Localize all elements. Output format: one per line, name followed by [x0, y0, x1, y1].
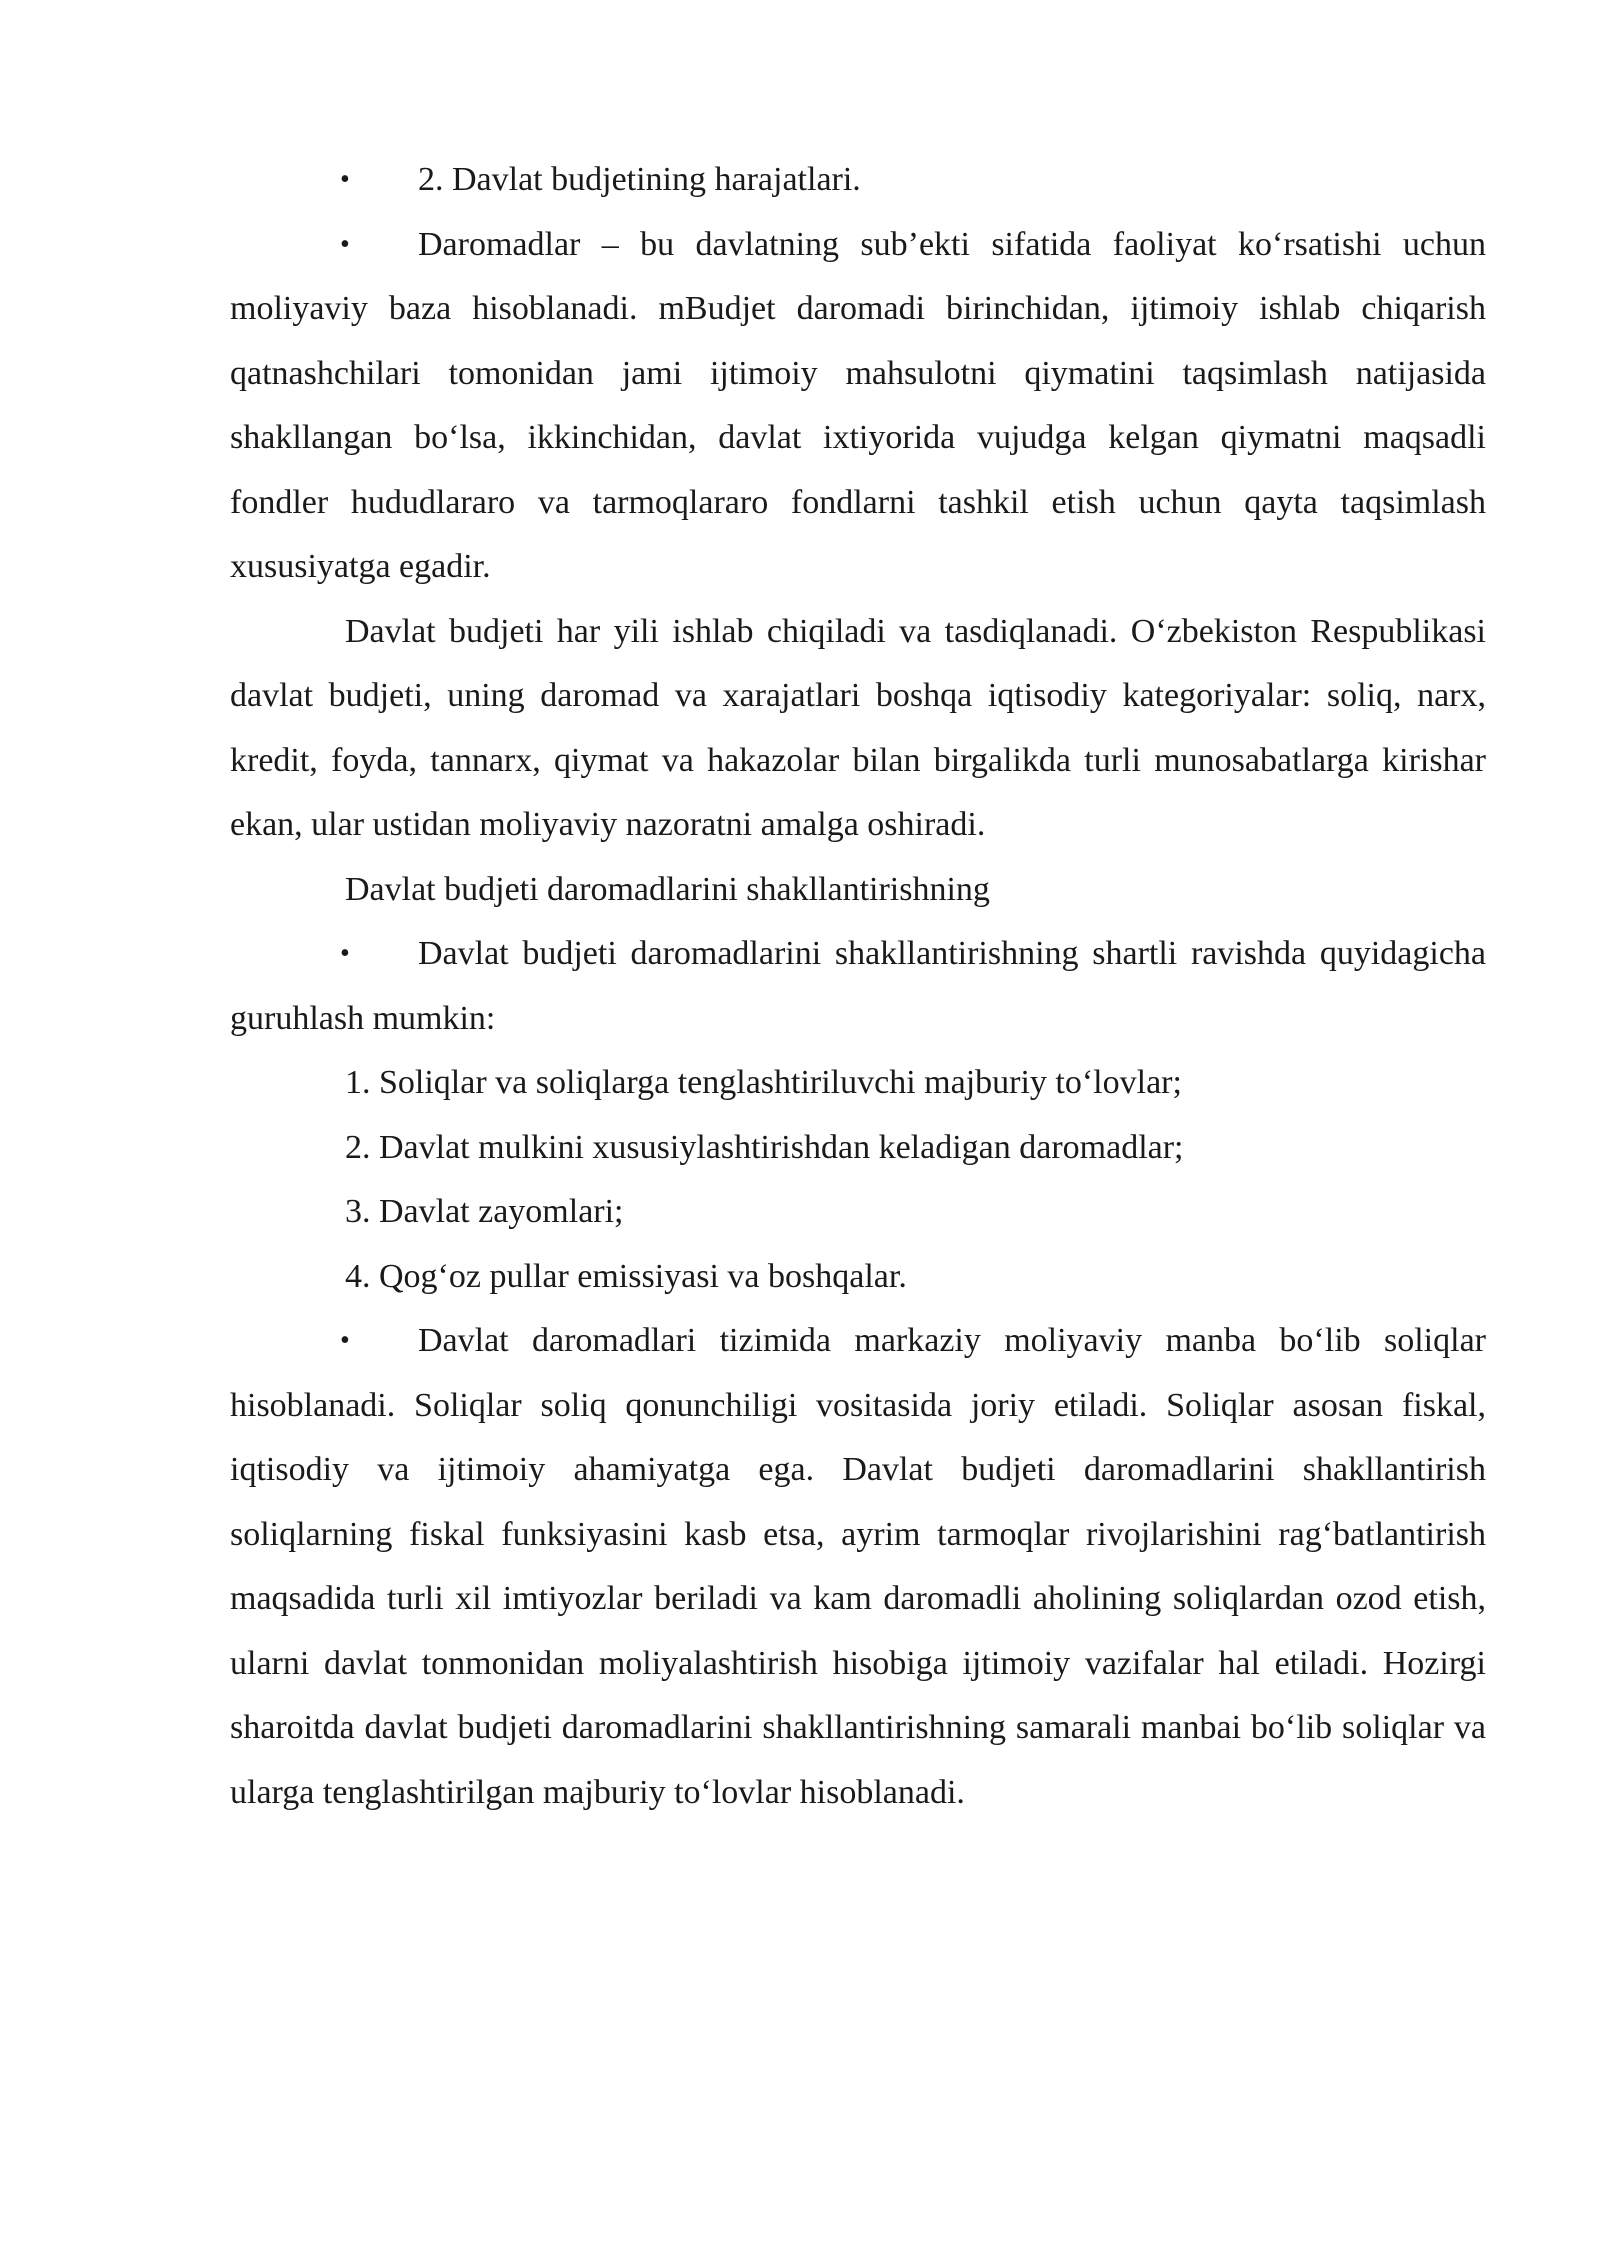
bullet-paragraph — [230, 922, 1486, 1051]
bullet-paragraph — [230, 1309, 1486, 1825]
numbered-list-item: 2. Davlat mulkini xususiylashtirishdan keladigan daromadlar; — [345, 1128, 1184, 1166]
paragraph-text: Davlat daromadlari tizimida markaziy moliyaviy manba bo‘lib soliqlar hisoblanadi. Soliqlar soliq qonunchiligi vositasida joriy etiladi. Soliqlar asosan fiskal, iqtisodiy va ijtimoiy ahamiyatga ega. Davlat budjeti daromadlarini shakllantirish soliqlarning fiskal funksiyasini kasb etsa, ayrim tarmoqlar rivojlarishini rag‘batlantirish maqsadida turli xil imtiyozlar beriladi va kam daromadli aholining soliqlardan ozod etish, ularni davlat tonmonidan moliyalashtirish hisobiga ijtimoiy vazifalar hal etiladi. Hozirgi sharoitda davlat budjeti daromadlarini shakllantirishning samarali manbai bo‘lib soliqlar va ularga tenglashtirilgan majburiy to‘lovlar hisoblanadi. — [230, 1322, 1486, 1811]
numbered-list-item: 3. Davlat zayomlari; — [345, 1193, 624, 1230]
bullet-icon: • — [340, 164, 350, 195]
bullet-paragraph — [230, 148, 1486, 213]
paragraph-text: 2. Davlat budjetining harajatlari. — [418, 161, 861, 198]
numbered-list-item: 4. Qog‘oz pullar emissiyasi va boshqalar. — [345, 1257, 907, 1295]
numbered-list-item: 1. Soliqlar va soliqlarga tenglashtiriluvchi majburiy to‘lovlar; — [345, 1064, 1182, 1101]
body-paragraph: Davlat budjeti har yili ishlab chiqiladi va tasdiqlanadi. O‘zbekiston Respublikasi davlat budjeti, uning daromad va xarajatlari boshqa iqtisodiy kategoriyalar: soliq, narx, kredit, foyda, tannarx, qiymat va hakazolar bilan birgalikda turli munosabatlarga kirishar ekan, ular ustidan moliyaviy nazoratni amalga oshiradi. — [230, 612, 1486, 843]
bullet-icon: • — [340, 1325, 350, 1356]
body-paragraph: Davlat budjeti daromadlarini shakllantirishning — [345, 870, 990, 908]
bullet-paragraph — [230, 213, 1486, 600]
document-body — [230, 148, 1486, 1825]
bullet-icon: • — [340, 228, 350, 260]
paragraph-text: Davlat budjeti daromadlarini shakllantirishning shartli ravishda quyidagicha guruhlash mumkin: — [230, 935, 1486, 1037]
bullet-icon: • — [340, 938, 350, 969]
paragraph-text: Daromadlar – bu davlatning sub’ekti sifatida faoliyat ko‘rsatishi uchun moliyaviy baza hisoblanadi. mBudjet daromadi birinchidan, ijtimoiy ishlab chiqarish qatnashchilari tomonidan jami ijtimoiy mahsulotni qiymatini taqsimlash natijasida shakllangan bo‘lsa, ikkinchidan, davlat ixtiyorida vujudga kelgan qiymatni maqsadli fondler hududlararo va tarmoqlararo fondlarni tashkil etish uchun qayta taqsimlash xususiyatga egadir. — [230, 225, 1486, 585]
